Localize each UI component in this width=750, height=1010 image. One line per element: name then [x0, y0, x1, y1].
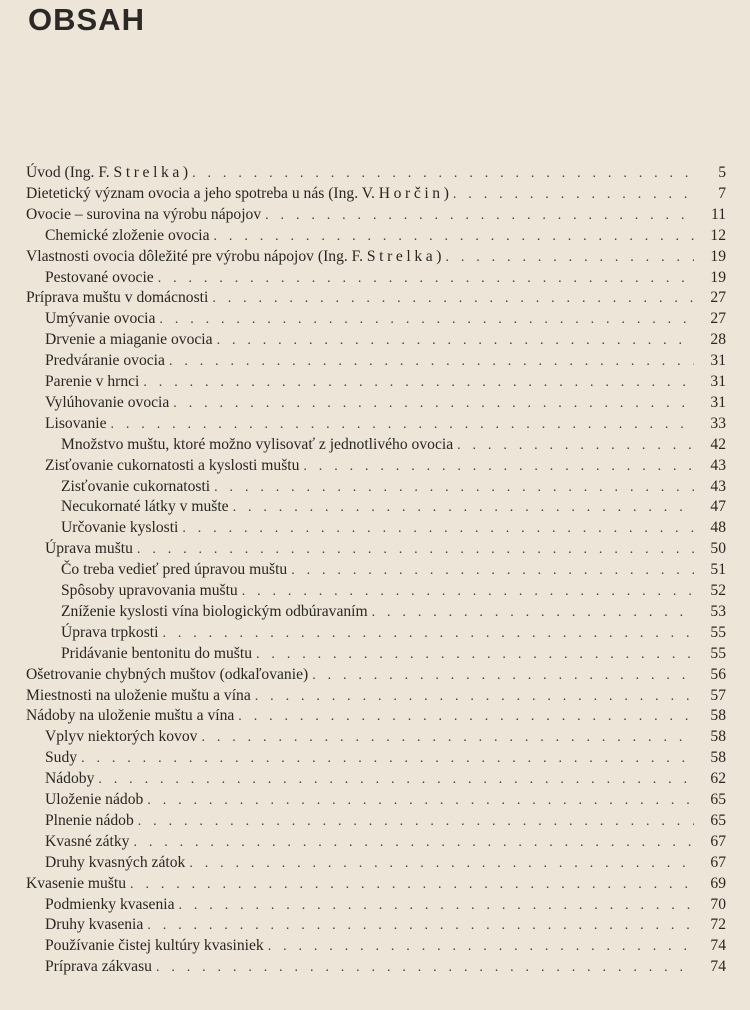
dot-leader: [147, 917, 694, 935]
dot-leader: [189, 855, 694, 873]
toc-page-number: 48: [710, 519, 726, 537]
toc-entry: [45, 308, 726, 329]
toc-entry-text: Lisovanie: [45, 414, 107, 432]
dot-leader: [255, 688, 694, 706]
toc-entry: [45, 831, 726, 852]
dot-leader: [238, 708, 694, 726]
dot-leader: [182, 520, 694, 538]
toc-entry: [26, 246, 726, 267]
toc-page-number: 7: [718, 184, 726, 202]
dot-leader: [192, 165, 694, 183]
toc-page-number: 31: [710, 352, 726, 370]
toc-entry: [45, 935, 726, 956]
toc-entry-text: Chemické zloženie ovocia: [45, 226, 210, 244]
toc-page-number: 50: [710, 540, 726, 558]
page-title: OBSAH: [28, 2, 145, 37]
dot-leader: [291, 562, 694, 580]
toc-page-number: 74: [710, 937, 726, 955]
toc-entry: [45, 956, 726, 977]
toc-page-number: 31: [710, 393, 726, 411]
toc-page-number: 69: [710, 874, 726, 892]
toc-entry-title: [45, 936, 268, 956]
toc-entry-text: Príprava muštu v domácnosti: [26, 289, 209, 307]
toc-page-number: 58: [710, 728, 726, 746]
toc-page-number: 72: [710, 916, 726, 934]
toc-entry-text: Parenie v hrnci: [45, 373, 140, 390]
toc-entry-title: [45, 372, 143, 392]
toc-entry-title: [45, 790, 147, 810]
toc-page-number: 5: [718, 164, 726, 181]
toc-entry: [45, 538, 726, 559]
toc-entry-text: Vlastnosti ovocia dôležité pre výrobu nápojov (Ing. F.: [26, 247, 367, 265]
toc-entry-text: Umývanie ovocia: [45, 310, 156, 328]
toc-entry-title: [45, 748, 81, 768]
toc-entry: [61, 517, 726, 538]
toc-entry-title: [45, 309, 159, 329]
toc-page-number: 33: [710, 414, 726, 432]
dot-leader: [457, 437, 694, 455]
toc-entry-title: [45, 895, 179, 915]
dot-leader: [265, 207, 694, 225]
toc-entry-text: Spôsoby upravovania muštu: [61, 582, 238, 599]
toc-page-number: 67: [710, 853, 726, 871]
toc-entry-title: [61, 435, 457, 455]
toc-entry-text: Ovocie – surovina na výrobu nápojov: [26, 205, 262, 223]
toc-entry-title: [26, 205, 265, 225]
dot-leader: [159, 311, 694, 329]
toc-page-number: 55: [710, 623, 726, 641]
toc-entry: [26, 873, 726, 894]
toc-entry-title: [45, 853, 189, 873]
toc-entry-text: Plnenie nádob: [45, 811, 134, 829]
toc-entry-text: Množstvo muštu, ktoré možno vylisovať z jednotlivého ovocia: [61, 435, 454, 453]
toc-entry-text: Zníženie kyslosti vína biologickým odbúravaním: [61, 602, 368, 620]
toc-page-number: 42: [710, 435, 726, 453]
toc-entry: [26, 162, 726, 183]
toc-entry: [61, 434, 726, 455]
toc-entry-text: Sudy: [45, 749, 78, 767]
toc-entry-title: [45, 456, 303, 476]
toc-page-number: 43: [710, 477, 726, 495]
toc-entry-text: Miestnosti na uloženie muštu a vína: [26, 686, 251, 704]
dot-leader: [214, 228, 694, 246]
toc-entry-title: [45, 268, 158, 288]
toc-entry: [26, 183, 726, 204]
toc-entry-title: [45, 769, 98, 789]
toc-entry-title: [61, 581, 242, 601]
author-name: Strelka: [113, 164, 183, 181]
toc-entry-title: [26, 706, 238, 726]
toc-entry-text: Vylúhovanie ovocia: [45, 393, 170, 411]
dot-leader: [212, 290, 694, 308]
toc-entry: [45, 455, 726, 476]
toc-entry-text: Kvasenie muštu: [26, 874, 127, 892]
toc-entry-text: Používanie čistej kultúry kvasiniek: [45, 937, 264, 955]
dot-leader: [98, 771, 694, 789]
dot-leader: [133, 834, 694, 852]
toc-entry-title: [61, 518, 182, 538]
toc-entry-text: Podmienky kvasenia: [45, 895, 175, 913]
toc-entry-title: [26, 288, 212, 308]
toc-entry-title: [45, 915, 147, 935]
toc-entry: [45, 810, 726, 831]
toc-entry-text: ): [443, 184, 449, 202]
toc-entry-title: [26, 247, 445, 267]
author-name: Strelka: [366, 247, 437, 265]
toc-page-number: 74: [710, 958, 726, 976]
dot-leader: [268, 938, 694, 956]
toc-entry: [61, 643, 726, 664]
toc-entry: [26, 204, 726, 225]
toc-entry: [61, 496, 726, 517]
toc-entry: [45, 225, 726, 246]
toc-entry-text: Úprava muštu: [45, 540, 133, 558]
dot-leader: [156, 959, 694, 977]
toc-entry: [45, 371, 726, 392]
dot-leader: [147, 792, 694, 810]
dot-leader: [303, 458, 694, 476]
toc-entry-text: Predváranie ovocia: [45, 352, 165, 370]
toc-entry: [61, 622, 726, 643]
toc-entry-text: Ošetrovanie chybných muštov (odkaľovanie): [26, 665, 309, 683]
toc-page-number: 11: [710, 205, 726, 223]
toc-entry-title: [26, 163, 192, 183]
dot-leader: [137, 541, 694, 559]
toc-page-number: 55: [710, 644, 726, 662]
toc-entry-title: [45, 811, 138, 831]
toc-page-number: 65: [710, 811, 726, 829]
toc-entry: [26, 705, 726, 726]
toc-entry-title: [45, 727, 201, 747]
toc-page-number: 70: [710, 895, 726, 913]
toc-entry-title: [61, 644, 256, 664]
toc-entry: [45, 789, 726, 810]
toc-entry-title: [45, 832, 133, 852]
dot-leader: [81, 750, 694, 768]
toc-entry: [26, 664, 726, 685]
toc-page-number: 47: [710, 498, 726, 516]
toc-entry-title: [45, 226, 214, 246]
toc-page-number: 53: [710, 602, 726, 620]
dot-leader: [214, 479, 694, 497]
toc-entry-title: [61, 602, 372, 622]
toc-entry-title: [61, 497, 233, 517]
toc-entry-title: [61, 560, 291, 580]
toc-entry: [45, 413, 726, 434]
author-name: Horčin: [378, 184, 444, 202]
toc-page-number: 52: [710, 582, 726, 599]
toc-entry-text: Úvod (Ing. F.: [26, 164, 114, 181]
toc-entry-text: Zisťovanie cukornatosti a kyslosti muštu: [45, 456, 300, 474]
toc-entry-text: ): [182, 164, 189, 181]
toc-entry-text: Kvasné zátky: [45, 832, 130, 850]
toc-page-number: 65: [710, 791, 726, 808]
toc-entry-text: Druhy kvasenia: [45, 916, 144, 934]
toc-entry: [26, 287, 726, 308]
toc-entry-title: [26, 874, 130, 894]
toc-page-number: 31: [710, 373, 726, 390]
dot-leader: [445, 249, 694, 267]
toc-entry: [61, 559, 726, 580]
dot-leader: [217, 332, 694, 350]
dot-leader: [143, 374, 694, 392]
toc-entry: [45, 726, 726, 747]
toc-page-number: 57: [710, 686, 726, 704]
toc-entry: [45, 914, 726, 935]
toc-entry-text: Pestované ovocie: [45, 268, 154, 286]
dot-leader: [130, 876, 694, 894]
dot-leader: [162, 625, 694, 643]
toc-entry-text: Zisťovanie cukornatosti: [61, 477, 211, 495]
toc-entry-title: [61, 623, 162, 643]
toc-entry-title: [61, 477, 214, 497]
toc-entry-text: Uloženie nádob: [45, 791, 144, 808]
toc-entry: [45, 350, 726, 371]
toc-page-number: 12: [710, 226, 726, 244]
toc-entry: [45, 768, 726, 789]
toc-entry-text: Druhy kvasných zátok: [45, 853, 186, 871]
toc-page-number: 56: [710, 665, 726, 683]
toc-page-number: 27: [710, 289, 726, 307]
toc-page-number: 28: [710, 331, 726, 349]
dot-leader: [201, 729, 694, 747]
toc-entry: [61, 580, 726, 601]
dot-leader: [453, 186, 694, 204]
toc-entry: [45, 267, 726, 288]
toc-entry-text: Vplyv niektorých kovov: [45, 728, 198, 746]
toc-entry-title: [45, 330, 217, 350]
toc-page-number: 67: [710, 832, 726, 850]
toc-entry: [45, 392, 726, 413]
dot-leader: [138, 813, 694, 831]
dot-leader: [111, 416, 695, 434]
toc-page-number: 19: [710, 268, 726, 286]
toc-entry-title: [45, 393, 173, 413]
toc-entry-text: Príprava zákvasu: [45, 958, 152, 976]
toc-page-number: 27: [710, 310, 726, 328]
toc-entry: [45, 894, 726, 915]
toc-entry-text: Úprava trpkosti: [61, 623, 159, 641]
toc-entry-title: [26, 184, 453, 204]
toc-entry-text: Drvenie a miaganie ovocia: [45, 331, 213, 349]
dot-leader: [312, 667, 694, 685]
dot-leader: [242, 583, 694, 601]
toc-page-number: 62: [710, 770, 726, 788]
dot-leader: [169, 353, 694, 371]
toc-page-number: 58: [710, 707, 726, 725]
dot-leader: [158, 270, 694, 288]
toc-entry-title: [26, 665, 312, 685]
dot-leader: [173, 395, 694, 413]
toc-page-number: 19: [710, 247, 726, 265]
toc-page-number: 51: [710, 561, 726, 579]
toc-entry: [61, 601, 726, 622]
toc-entry-text: Nádoby na uloženie muštu a vína: [26, 707, 235, 725]
toc-entry-text: Nádoby: [45, 770, 95, 788]
toc-entry-text: ): [436, 247, 442, 265]
dot-leader: [179, 897, 695, 915]
toc-page-number: 43: [710, 456, 726, 474]
toc-entry-text: Pridávanie bentonitu do muštu: [61, 644, 253, 662]
toc-entry: [45, 747, 726, 768]
dot-leader: [256, 646, 694, 664]
dot-leader: [372, 604, 694, 622]
toc-entry-text: Určovanie kyslosti: [61, 519, 179, 537]
toc-entry-title: [45, 351, 169, 371]
dot-leader: [233, 499, 694, 517]
toc-entry-title: [26, 686, 255, 706]
toc-entry-text: Čo treba vedieť pred úpravou muštu: [61, 561, 288, 579]
toc-entry-title: [45, 957, 156, 977]
toc-entry-text: Necukornaté látky v mušte: [61, 498, 229, 516]
toc-entry: [26, 685, 726, 706]
toc-page-number: 58: [710, 749, 726, 767]
toc-entry: [45, 852, 726, 873]
toc-entry-title: [45, 539, 137, 559]
toc-entry: [45, 329, 726, 350]
show-through-text: [250, 0, 720, 160]
toc-entry-text: Dietetický význam ovocia a jeho spotreba u nás (Ing. V.: [26, 184, 379, 202]
toc-entry-title: [45, 414, 111, 434]
toc-entry: [61, 476, 726, 497]
